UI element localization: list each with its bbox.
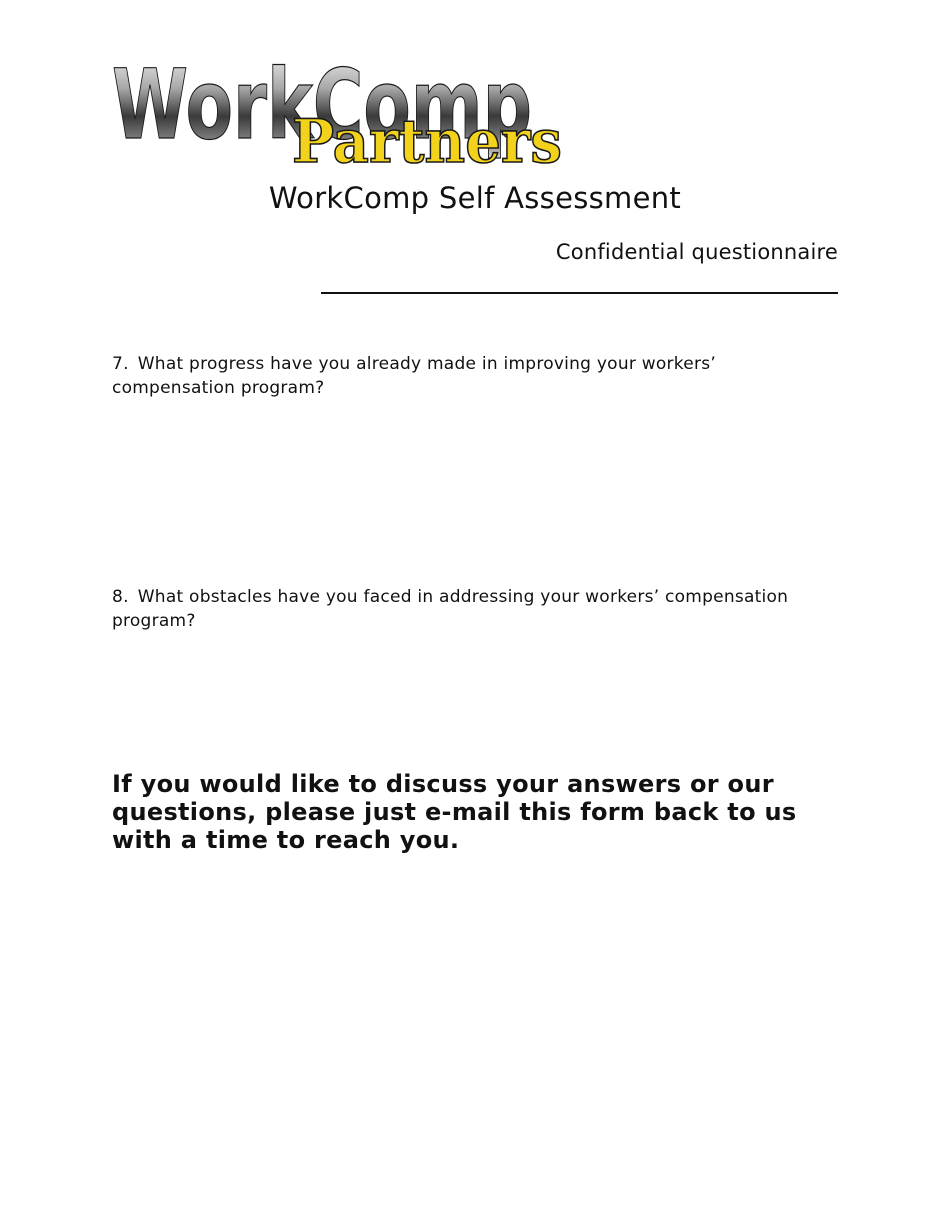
question-7-text: What progress have you already made in improving your workers’ compensation program? <box>112 354 716 398</box>
closing-note: If you would like to discuss your answers or our questions, please just e-mail this form back to us with a time to reach you. <box>112 770 797 854</box>
question-8-text: What obstacles have you faced in addressing your workers’ compensation program? <box>112 587 789 631</box>
signature-line <box>321 292 838 294</box>
document-subtitle: Confidential questionnaire <box>555 240 838 264</box>
workcomp-partners-logo <box>110 50 570 170</box>
logo-partners-text: Partners <box>292 107 562 170</box>
document-title: WorkComp Self Assessment <box>268 181 682 215</box>
question-8 <box>112 585 832 633</box>
question-8-number: 8. <box>112 587 129 607</box>
question-7 <box>112 352 832 400</box>
logo-workcomp-text: WorkComp <box>112 50 532 161</box>
logo-graphic <box>110 50 570 170</box>
question-7-number: 7. <box>112 354 129 374</box>
